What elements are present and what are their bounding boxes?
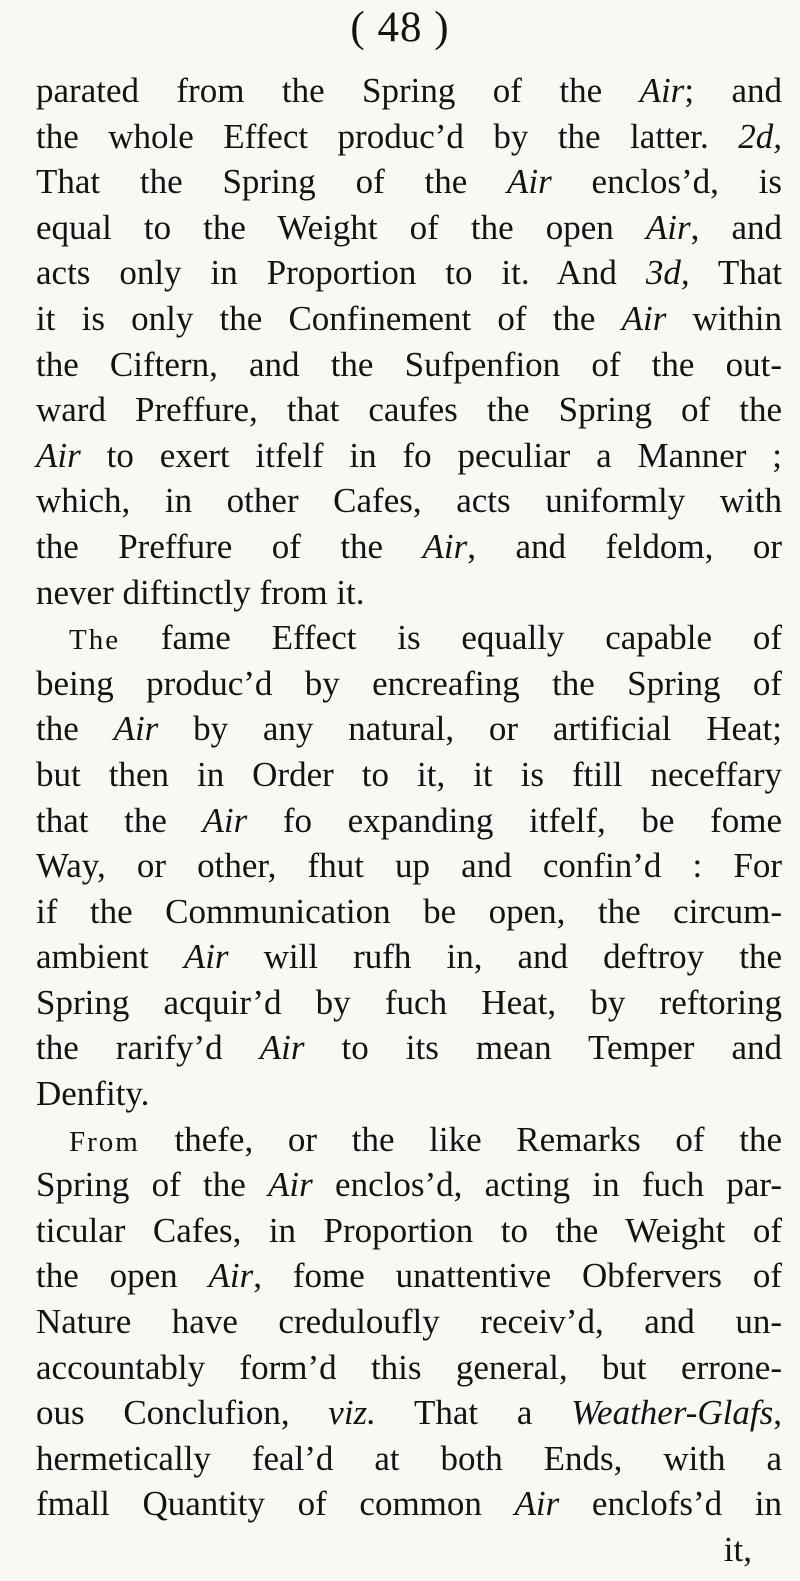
text-run: which, in other Cafes, acts uniformly with [36, 481, 782, 521]
text-run: the [36, 709, 114, 749]
italic-text: Air [514, 1484, 560, 1524]
text-run: ward Preffure, that caufes the Spring of the [36, 390, 782, 430]
text-line [36, 478, 782, 524]
text-line [36, 1299, 782, 1345]
text-run: by any natural, or artificial Heat; [158, 709, 782, 749]
text-line [36, 1025, 782, 1071]
text-run: parated from the Spring of the [36, 71, 640, 110]
text-line [36, 570, 782, 616]
italic-text: Air [645, 207, 691, 247]
text-run: within [666, 298, 782, 338]
text-line [36, 889, 782, 935]
text-run: enclos’d, acting in fuch par- [312, 1165, 782, 1205]
italic-text: Weather-Glafs [571, 1393, 774, 1433]
text-run: will rufh in, and deftroy the [228, 937, 782, 977]
italic-text: Air [268, 1165, 313, 1205]
text-line [36, 1481, 782, 1527]
text-run: enclos’d, is [551, 162, 782, 202]
text-line [36, 1071, 782, 1117]
italic-text: Air [639, 71, 685, 110]
text-line [36, 1208, 782, 1254]
text-line [36, 1253, 782, 1299]
text-line [36, 1162, 782, 1208]
text-run: to its mean Temper and [304, 1028, 783, 1068]
text-line [36, 1345, 782, 1391]
text-run: ; and [684, 71, 782, 110]
text-run: but then in Order to it, it is ftill neceffary [36, 754, 782, 794]
text-run: ous Conclufion, [36, 1393, 329, 1433]
text-run: That the Spring of the [36, 162, 508, 202]
italic-text: Air [507, 162, 552, 202]
text-run: the Ciftern, and the Sufpenfion of the out- [36, 344, 782, 384]
text-line [36, 68, 782, 114]
text-run: hermetically feal’d at both Ends, with a [36, 1438, 782, 1478]
small-caps-text: The [69, 624, 121, 657]
italic-text: viz. [328, 1393, 376, 1433]
text-run: fmall Quantity of common [36, 1484, 515, 1524]
italic-text: Air [183, 937, 229, 977]
text-run: ambient [36, 937, 184, 977]
text-run: , fome unattentive Obfervers of [253, 1256, 782, 1296]
text-line [36, 159, 782, 205]
text-line [36, 387, 782, 433]
text-line [36, 980, 782, 1026]
text-run: accountably form’d this general, but errone- [36, 1347, 782, 1387]
text-run: fo expanding itfelf, be fome [247, 800, 782, 840]
text-line [36, 798, 782, 844]
text-line [36, 524, 782, 570]
page-number: ( 48 ) [350, 4, 450, 51]
text-run: Denfity. [36, 1074, 150, 1114]
text-run: to exert itfelf in fo peculiar a Manner ; [80, 435, 782, 475]
text-run: ticular Cafes, in Proportion to the Weight of [36, 1210, 782, 1250]
text-run: , and [690, 207, 782, 247]
text-line [36, 205, 782, 251]
text-run: it, [723, 1530, 752, 1569]
text-run: the Preffure of the [36, 526, 423, 566]
text-run: Way, or other, fhut up and confin’d : For [36, 846, 782, 886]
text-run: never diftinctly from it. [36, 572, 365, 612]
text-run: Nature have creduloufly receiv’d, and un- [36, 1302, 782, 1342]
text-run: That a [375, 1393, 572, 1433]
text-run: enclofs’d in [559, 1484, 783, 1524]
text-line [36, 1390, 782, 1436]
italic-text: Air [113, 709, 159, 749]
text-run: equal to the Weight of the open [36, 207, 646, 247]
small-caps-text: From [69, 1125, 140, 1158]
text-line [36, 1527, 782, 1573]
text-run: it is only the Confinement of the [36, 298, 622, 338]
text-line [36, 843, 782, 889]
text-run: the open [36, 1256, 209, 1296]
text-run: fame Effect is equally capable of [120, 618, 782, 658]
text-line [36, 615, 782, 661]
text-line [36, 114, 782, 160]
text-run: the whole Effect produc’d by the latter. [36, 116, 739, 156]
text-line [36, 250, 782, 296]
text-line [36, 661, 782, 707]
text-run: , [773, 1393, 782, 1433]
text-line [36, 752, 782, 798]
italic-text: Air [259, 1028, 305, 1068]
text-run: That [689, 253, 782, 293]
text-run: Spring of the [36, 1165, 269, 1205]
text-run: if the Communication be open, the circum- [36, 891, 782, 931]
italic-text: Air [208, 1256, 254, 1296]
text-line [36, 706, 782, 752]
italic-text: 3d, [645, 253, 690, 293]
text-run: , and feldom, or [467, 526, 782, 566]
text-run: thefe, or the like Remarks of the [139, 1119, 782, 1159]
body-text [36, 68, 782, 1573]
text-run: the rarify’d [36, 1028, 260, 1068]
text-line [36, 1436, 782, 1482]
italic-text: Air [621, 298, 667, 338]
italic-text: Air [36, 435, 81, 475]
text-run: that the [36, 800, 203, 840]
text-run: being produc’d by encreafing the Spring of [36, 663, 782, 703]
text-line [36, 342, 782, 388]
italic-text: Air [422, 526, 468, 566]
text-run: acts only in Proportion to it. And [36, 253, 646, 293]
text-line [36, 1117, 782, 1163]
text-run: Spring acquir’d by fuch Heat, by reftoring [36, 982, 782, 1022]
italic-text: Air [202, 800, 248, 840]
text-line [36, 934, 782, 980]
italic-text: 2d, [738, 116, 782, 156]
text-line [36, 296, 782, 342]
text-line [36, 433, 782, 479]
